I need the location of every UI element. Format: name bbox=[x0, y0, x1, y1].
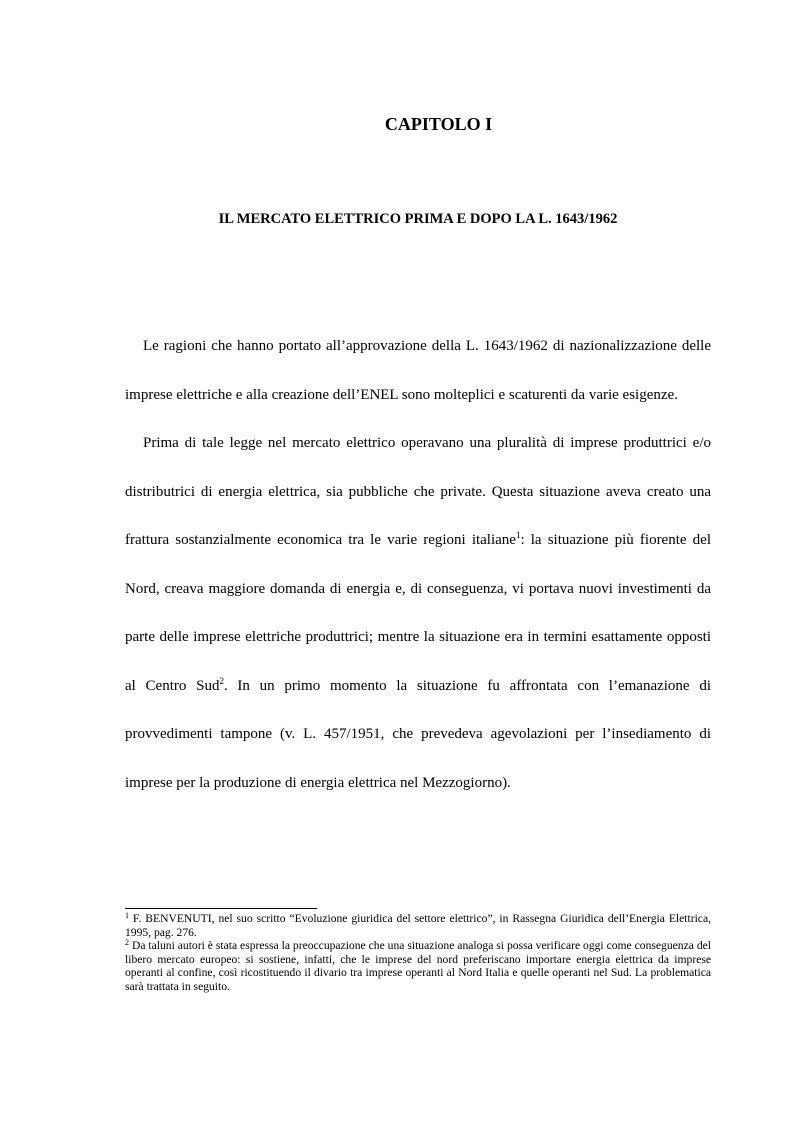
footnote-2-mark: 2 bbox=[125, 938, 129, 947]
paragraph-1: Le ragioni che hanno portato all’approvazione della L. 1643/1962 di nazionalizzazione delle imprese elettriche e alla creazione dell’ENEL sono molteplici e scaturenti da varie esigenze. bbox=[125, 338, 711, 403]
footnote-2-text: Da taluni autori è stata espressa la preoccupazione che una situazione analoga si possa verificare oggi come conseguenza del libero mercato europeo: si sostiene, infatti, che le imprese del nord preferiscano importare energia elettrica da imprese operanti al confine, così ricostituendo il divario tra imprese operanti al Nord Italia e quelle operanti nel Sud. La problematica sarà trattata in seguito. bbox=[125, 939, 711, 993]
paragraph-2-text-b: : la situazione più fiorente del Nord, creava maggiore domanda di energia e, di conseguenza, vi portava nuovi investimenti da parte delle imprese elettriche produttrici; mentre la situazione era in termini esattamente opposti al Centro Sud bbox=[125, 532, 711, 694]
footnote-1 bbox=[125, 912, 711, 939]
paragraph-2 bbox=[125, 419, 711, 807]
footnote-1-mark: 1 bbox=[125, 911, 129, 920]
footnote-ref-1: 1 bbox=[515, 530, 521, 540]
paragraph-2-text-a: Prima di tale legge nel mercato elettrico operavano una pluralità di imprese produttrici e/o distributrici di energia elettrica, sia pubbliche che private. Questa situazione aveva creato una frattura sostanzialmente economica tra le varie regioni italiane bbox=[125, 435, 711, 548]
section-title: IL MERCATO ELETTRICO PRIMA E DOPO LA L. 1643/1962 bbox=[218, 211, 618, 227]
footnote-2 bbox=[125, 939, 711, 993]
chapter-title: CAPITOLO I bbox=[384, 114, 493, 134]
footnote-separator bbox=[125, 908, 317, 909]
footnote-ref-2: 2 bbox=[219, 675, 224, 686]
body-text bbox=[125, 322, 711, 807]
footnote-1-text: F. BENVENUTI, nel suo scritto “Evoluzione giuridica del settore elettrico”, in Rassegna Giuridica dell’Energia Elettrica, 1995, pag. 276. bbox=[125, 912, 711, 939]
paragraph-2-text-c: . In un primo momento la situazione fu affrontata con l’emanazione di provvedimenti tampone (v. L. 457/1951, che prevedeva agevolazioni per l’insediamento di imprese per la produzione di energia elettrica nel Mezzogiorno). bbox=[125, 677, 711, 791]
footnotes bbox=[125, 912, 711, 993]
